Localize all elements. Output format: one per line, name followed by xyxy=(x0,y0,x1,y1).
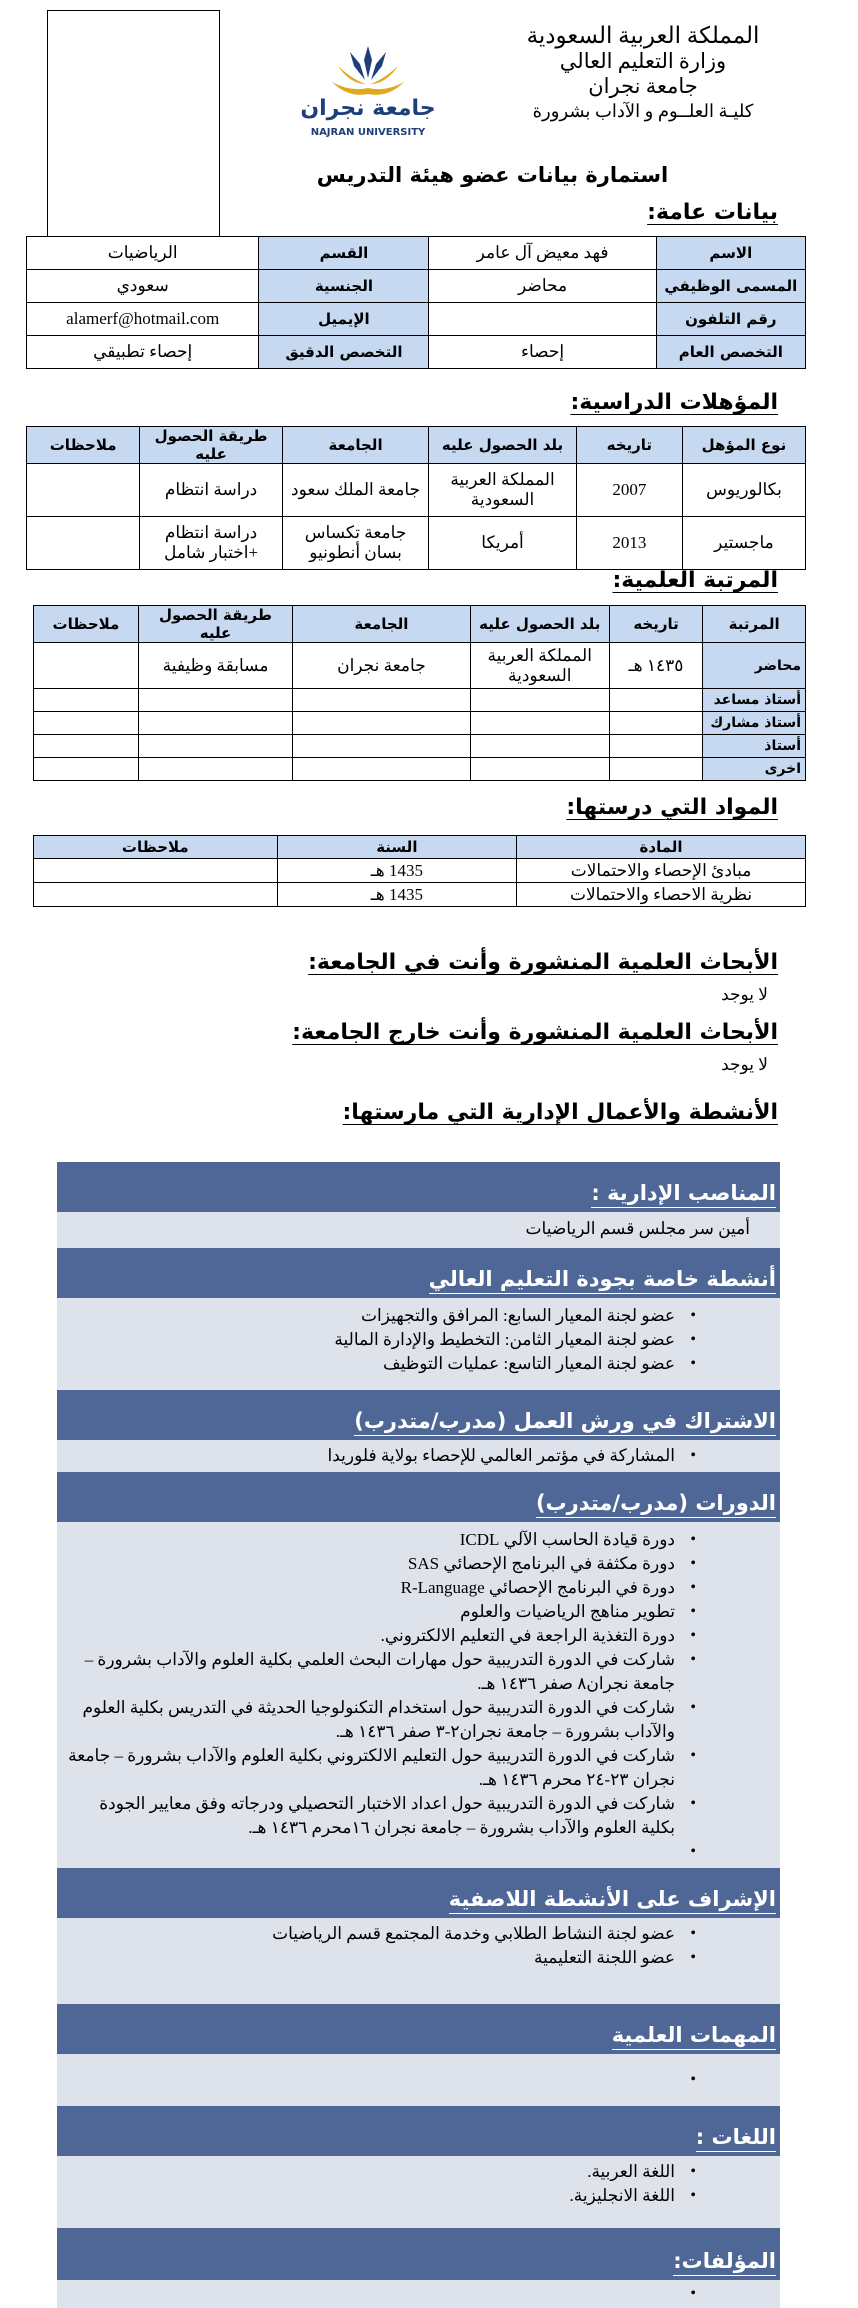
rank-cell: أستاذ مشارك xyxy=(703,712,806,735)
general-row xyxy=(27,237,806,270)
course-cell: نظرية الاحصاء والاحتمالات xyxy=(517,883,806,907)
general-label: رقم التلفون xyxy=(656,303,805,336)
logo-english-text: NAJRAN UNIVERSITY xyxy=(310,127,426,138)
rank-row xyxy=(34,758,806,781)
rank-header-row xyxy=(34,606,806,643)
general-label: الاسم xyxy=(656,237,805,270)
general-label: الجنسية xyxy=(259,270,429,303)
qualifications-heading: المؤهلات الدراسية: xyxy=(570,390,778,415)
qual-header-cell: ملاحظات xyxy=(27,427,140,464)
rank-cell xyxy=(609,758,702,781)
courses-table xyxy=(33,835,806,907)
rank-cell xyxy=(138,735,292,758)
rank-header-cell: الجامعة xyxy=(293,606,470,643)
rank-cell xyxy=(609,689,702,712)
qual-cell xyxy=(27,517,140,570)
general-label: القسم xyxy=(259,237,429,270)
rank-row xyxy=(34,689,806,712)
extracurricular-item: • عضو اللجنة التعليمية xyxy=(272,1946,720,1970)
training-panel xyxy=(57,1522,780,1868)
course-cell: 1435 هـ xyxy=(277,883,517,907)
qual-cell: دراسة انتظام xyxy=(140,464,283,517)
tasks-title: المهمات العلمية xyxy=(612,2023,776,2050)
courses-heading: المواد التي درستها: xyxy=(566,795,778,820)
qual-cell xyxy=(27,464,140,517)
general-value: إحصاء xyxy=(429,336,656,369)
activities-heading: الأنشطة والأعمال الإدارية التي مارستها: xyxy=(342,1100,778,1125)
qual-cell: ماجستير xyxy=(682,517,805,570)
header-college: كليـة العلــوم و الآداب بشرورة xyxy=(532,101,754,121)
rank-header-cell: ملاحظات xyxy=(34,606,139,643)
rank-header-cell: بلد الحصول عليه xyxy=(470,606,609,643)
form-title: استمارة بيانات عضو هيئة التدريس xyxy=(316,163,669,187)
rank-cell xyxy=(293,758,470,781)
quality-item: • عضو لجنة المعيار الثامن: التخطيط والإدارة المالية xyxy=(334,1328,720,1352)
languages-title: اللغات : xyxy=(696,2125,776,2152)
qual-cell: 2007 xyxy=(576,464,682,517)
general-row xyxy=(27,336,806,369)
qualifications-table xyxy=(26,426,806,570)
rank-cell: أستاذ xyxy=(703,735,806,758)
qual-cell: دراسة انتظام +اختبار شامل xyxy=(140,517,283,570)
publications-band xyxy=(57,2228,780,2280)
general-label: التخصص العام xyxy=(656,336,805,369)
course-header-row xyxy=(34,836,806,859)
publications-panel xyxy=(57,2280,780,2308)
quality-item: • عضو لجنة المعيار السابع: المرافق والتجهيزات xyxy=(334,1304,720,1328)
qual-header-cell: نوع المؤهل xyxy=(682,427,805,464)
extracurricular-item: • عضو لجنة النشاط الطلابي وخدمة المجتمع قسم الرياضيات xyxy=(272,1922,720,1946)
rank-cell xyxy=(609,735,702,758)
rank-cell: المملكة العربية السعودية xyxy=(470,643,609,689)
general-label: الإيميل xyxy=(259,303,429,336)
admin-positions-title: المناصب الإدارية : xyxy=(591,1181,776,1208)
rank-header-cell: طريقة الحصول عليه xyxy=(138,606,292,643)
qual-cell: أمريكا xyxy=(429,517,577,570)
rank-cell xyxy=(138,689,292,712)
rank-cell xyxy=(293,735,470,758)
training-band xyxy=(57,1472,780,1522)
training-item: • دورة مكثفة في البرنامج الإحصائي SAS xyxy=(65,1552,720,1576)
training-title: الدورات (مدرب/متدرب) xyxy=(536,1491,776,1518)
general-row xyxy=(27,270,806,303)
admin-positions-value: أمين سر مجلس قسم الرياضيات xyxy=(525,1219,750,1238)
rank-cell: أستاذ مساعد xyxy=(703,689,806,712)
workshops-title: الاشتراك في ورش العمل (مدرب/متدرب) xyxy=(354,1409,776,1436)
general-value: سعودي xyxy=(27,270,259,303)
research-inside-value: لا يوجد xyxy=(721,985,768,1004)
rank-cell: ١٤٣٥ هـ xyxy=(609,643,702,689)
qual-header-cell: بلد الحصول عليه xyxy=(429,427,577,464)
training-item: • تطوير مناهج الرياضيات والعلوم xyxy=(65,1600,720,1624)
rank-cell: جامعة نجران xyxy=(293,643,470,689)
general-heading: بيانات عامة: xyxy=(647,200,778,225)
general-value: محاضر xyxy=(429,270,656,303)
training-item: • شاركت في الدورة التدريبية حول اعداد الاختبار التحصيلي ودرجاته وفق معايير الجودة بكلية العلوم والآداب بشرورة – جامعة نجران ١٦محرم ١٤٣٦ هـ. xyxy=(65,1792,720,1840)
course-cell xyxy=(34,883,278,907)
general-value: alamerf@hotmail.com xyxy=(27,303,259,336)
header-ministry: وزارة التعليم العالي xyxy=(559,49,727,73)
logo-arabic-text: جامعة نجران xyxy=(300,96,436,121)
workshops-panel xyxy=(57,1440,780,1472)
rank-cell xyxy=(34,712,139,735)
header-kingdom: المملكة العربية السعودية xyxy=(526,23,760,48)
qual-cell: 2013 xyxy=(576,517,682,570)
training-item: • دورة في البرنامج الإحصائي R-Language xyxy=(65,1576,720,1600)
rank-cell xyxy=(138,712,292,735)
admin-positions-panel xyxy=(57,1212,780,1248)
header-block xyxy=(493,22,793,123)
rank-cell xyxy=(293,689,470,712)
photo-placeholder xyxy=(47,10,220,237)
quality-title: أنشطة خاصة بجودة التعليم العالي xyxy=(429,1267,776,1294)
qual-row xyxy=(27,464,806,517)
training-item: • شاركت في الدورة التدريبية حول التعليم الالكتروني بكلية العلوم والآداب بشرورة – جامعة نجران ٢٣-٢٤ محرم ١٤٣٦ هـ. xyxy=(65,1744,720,1792)
rank-cell xyxy=(470,689,609,712)
ranks-table xyxy=(33,605,806,781)
general-row xyxy=(27,303,806,336)
qual-row xyxy=(27,517,806,570)
language-item: • اللغة الانجليزية. xyxy=(570,2184,720,2208)
research-inside-heading: الأبحاث العلمية المنشورة وأنت في الجامعة: xyxy=(308,950,778,975)
rank-cell xyxy=(293,712,470,735)
tasks-band xyxy=(57,2004,780,2054)
rank-cell xyxy=(470,758,609,781)
qual-header-cell: تاريخه xyxy=(576,427,682,464)
languages-panel xyxy=(57,2156,780,2228)
rank-row xyxy=(34,712,806,735)
qual-header-cell: الجامعة xyxy=(282,427,428,464)
rank-cell xyxy=(138,758,292,781)
course-row xyxy=(34,883,806,907)
languages-list xyxy=(570,2160,720,2208)
course-cell: مبادئ الإحصاء والاحتمالات xyxy=(517,859,806,883)
qual-cell: بكالوريوس xyxy=(682,464,805,517)
rank-row xyxy=(34,735,806,758)
extracurricular-title: الإشراف على الأنشطة اللاصفية xyxy=(449,1887,776,1914)
general-label: التخصص الدقيق xyxy=(259,336,429,369)
header-university: جامعة نجران xyxy=(588,74,698,98)
training-list xyxy=(65,1528,720,1840)
rank-cell: محاضر xyxy=(703,643,806,689)
rank-row xyxy=(34,643,806,689)
general-value: إحصاء تطبيقي xyxy=(27,336,259,369)
training-item: • شاركت في الدورة التدريبية حول مهارات البحث العلمي بكلية العلوم والآداب بشرورة – جامعة نجران٨ صفر ١٤٣٦ هـ. xyxy=(65,1648,720,1696)
general-table xyxy=(26,236,806,369)
general-value: الرياضيات xyxy=(27,237,259,270)
rank-cell xyxy=(34,689,139,712)
rank-header-cell: المرتبة xyxy=(703,606,806,643)
workshop-item: • المشاركة في مؤتمر العالمي للإحصاء بولاية فلوريدا xyxy=(327,1444,720,1468)
admin-positions-band xyxy=(57,1162,780,1212)
research-outside-value: لا يوجد xyxy=(721,1055,768,1074)
rank-cell xyxy=(34,643,139,689)
tasks-panel xyxy=(57,2054,780,2106)
training-item: • شاركت في الدورة التدريبية حول استخدام التكنولوجيا الحديثة في التدريس بكلية العلوم والآداب بشرورة – جامعة نجران٢-٣ صفر ١٤٣٦ هـ. xyxy=(65,1696,720,1744)
extracurricular-list xyxy=(272,1922,720,1970)
course-row xyxy=(34,859,806,883)
qual-cell: المملكة العربية السعودية xyxy=(429,464,577,517)
university-logo xyxy=(298,38,438,143)
rank-cell: مسابقة وظيفية xyxy=(138,643,292,689)
course-cell: 1435 هـ xyxy=(277,859,517,883)
course-cell xyxy=(34,859,278,883)
general-label: المسمى الوظيفي xyxy=(656,270,805,303)
rank-cell xyxy=(609,712,702,735)
course-header-cell: المادة xyxy=(517,836,806,859)
general-value xyxy=(429,303,656,336)
qual-header-row xyxy=(27,427,806,464)
rank-cell xyxy=(470,712,609,735)
quality-item: • عضو لجنة المعيار التاسع: عمليات التوظيف xyxy=(334,1352,720,1376)
training-item: • دورة التغذية الراجعة في التعليم الالكتروني. xyxy=(65,1624,720,1648)
language-item: • اللغة العربية. xyxy=(570,2160,720,2184)
quality-panel xyxy=(57,1298,780,1390)
qual-cell: جامعة الملك سعود xyxy=(282,464,428,517)
research-outside-heading: الأبحاث العلمية المنشورة وأنت خارج الجامعة: xyxy=(292,1020,778,1045)
rank-cell xyxy=(34,758,139,781)
course-header-cell: السنة xyxy=(277,836,517,859)
workshops-list xyxy=(327,1444,720,1468)
workshops-band xyxy=(57,1390,780,1440)
quality-band xyxy=(57,1248,780,1298)
qual-header-cell: طريقة الحصول عليه xyxy=(140,427,283,464)
qual-cell: جامعة تكساس بسان أنطونيو xyxy=(282,517,428,570)
training-item: • دورة قيادة الحاسب الآلي ICDL xyxy=(65,1528,720,1552)
rank-cell xyxy=(470,735,609,758)
extracurricular-band xyxy=(57,1868,780,1918)
rank-header-cell: تاريخه xyxy=(609,606,702,643)
rank-cell: اخرى xyxy=(703,758,806,781)
rank-cell xyxy=(34,735,139,758)
quality-list xyxy=(334,1304,720,1376)
course-header-cell: ملاحظات xyxy=(34,836,278,859)
general-value: فهد معيض آل عامر xyxy=(429,237,656,270)
languages-band xyxy=(57,2106,780,2156)
ranks-heading: المرتبة العلمية: xyxy=(612,568,778,593)
extracurricular-panel xyxy=(57,1918,780,2004)
publications-title: المؤلفات: xyxy=(673,2249,776,2276)
